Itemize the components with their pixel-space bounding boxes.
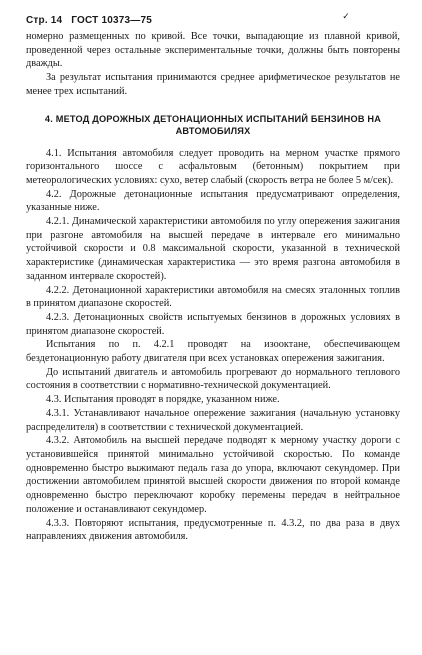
section-title: 4. МЕТОД ДОРОЖНЫХ ДЕТОНАЦИОННЫХ ИСПЫТАНИЙ БЕНЗИНОВ НА АВТОМОБИЛЯХ xyxy=(44,113,382,136)
page-header xyxy=(26,11,400,27)
check-mark-icon: ✓ xyxy=(342,11,350,21)
paragraph-4-2: 4.2. Дорожные детонационные испытания предусматривают определения, указанные ниже. xyxy=(26,188,400,214)
paragraph-warmup: До испытаний двигатель и автомобиль прогревают до нормального теплового состояния в соответствии с нормативно-технической документацией. xyxy=(26,366,400,392)
paragraph-4-3: 4.3. Испытания проводят в порядке, указанном ниже. xyxy=(46,394,280,406)
paragraph-4-3-3: 4.3.3. Повторяют испытания, предусмотренные п. 4.3.2, по два раза в двух направлениях движения автомобиля. xyxy=(26,517,400,543)
paragraph-4-3-2: 4.3.2. Автомобиль на высшей передаче подводят к мерному участку дороги с установившейся принятой минимально устойчивой скоростью. По команде одновременно быстро выжимают педаль газа до упора, включают секундомер. При достижении автомобилем принятой высшей скорости движения по второй команде одновременно быстро переключают коробку перемены передач в нейтральное положение и останавливают секундомер. xyxy=(26,435,400,515)
paragraph-4-1: 4.1. Испытания автомобиля следует проводить на мерном участке прямого горизонтального шоссе с асфальтовым (бетонным) покрытием при метеорологических условиях: сухо, ветер слабый (скорость ветра не более 5 м/сек). xyxy=(26,147,400,186)
paragraph-4-2-3: 4.2.3. Детонационных свойств испытуемых бензинов в дорожных условиях в принятом диапазоне скоростей. xyxy=(26,311,400,337)
page-number: Стр. 14 xyxy=(26,15,63,26)
paragraph-continuation: номерно размещенных по кривой. Все точки, выпадающие из плавной кривой, проведенной через остальные экспериментальные точки, должны быть повторены дважды. xyxy=(26,31,400,70)
paragraph-4-2-2: 4.2.2. Детонационной характеристики автомобиля на смесях эталонных топлив в принятом диапазоне скоростей. xyxy=(26,284,400,310)
paragraph-4-2-1: 4.2.1. Динамической характеристики автомобиля по углу опережения зажигания при разгоне автомобиля на высшей передаче в интервале его минимально устойчивой скорости и 0.8 максимальной скорости, указанной в технической характеристике (динамическая характеристика — это время разгона автомобиля в заданном интервале скоростей). xyxy=(26,216,400,282)
paragraph-tests-isooctane: Испытания по п. 4.2.1 проводят на изооктане, обеспечивающем бездетонационную работу двигателя при всех установках опережения зажигания. xyxy=(26,339,400,365)
standard-code: ГОСТ 10373—75 xyxy=(71,15,153,26)
document-page xyxy=(26,11,400,544)
paragraph-4-3-1: 4.3.1. Устанавливают начальное опережение зажигания (начальную установку распределителя) в соответствии с технической документацией. xyxy=(26,407,400,433)
paragraph-result: За результат испытания принимаются среднее арифметическое результатов не менее трех испытаний. xyxy=(26,72,400,97)
